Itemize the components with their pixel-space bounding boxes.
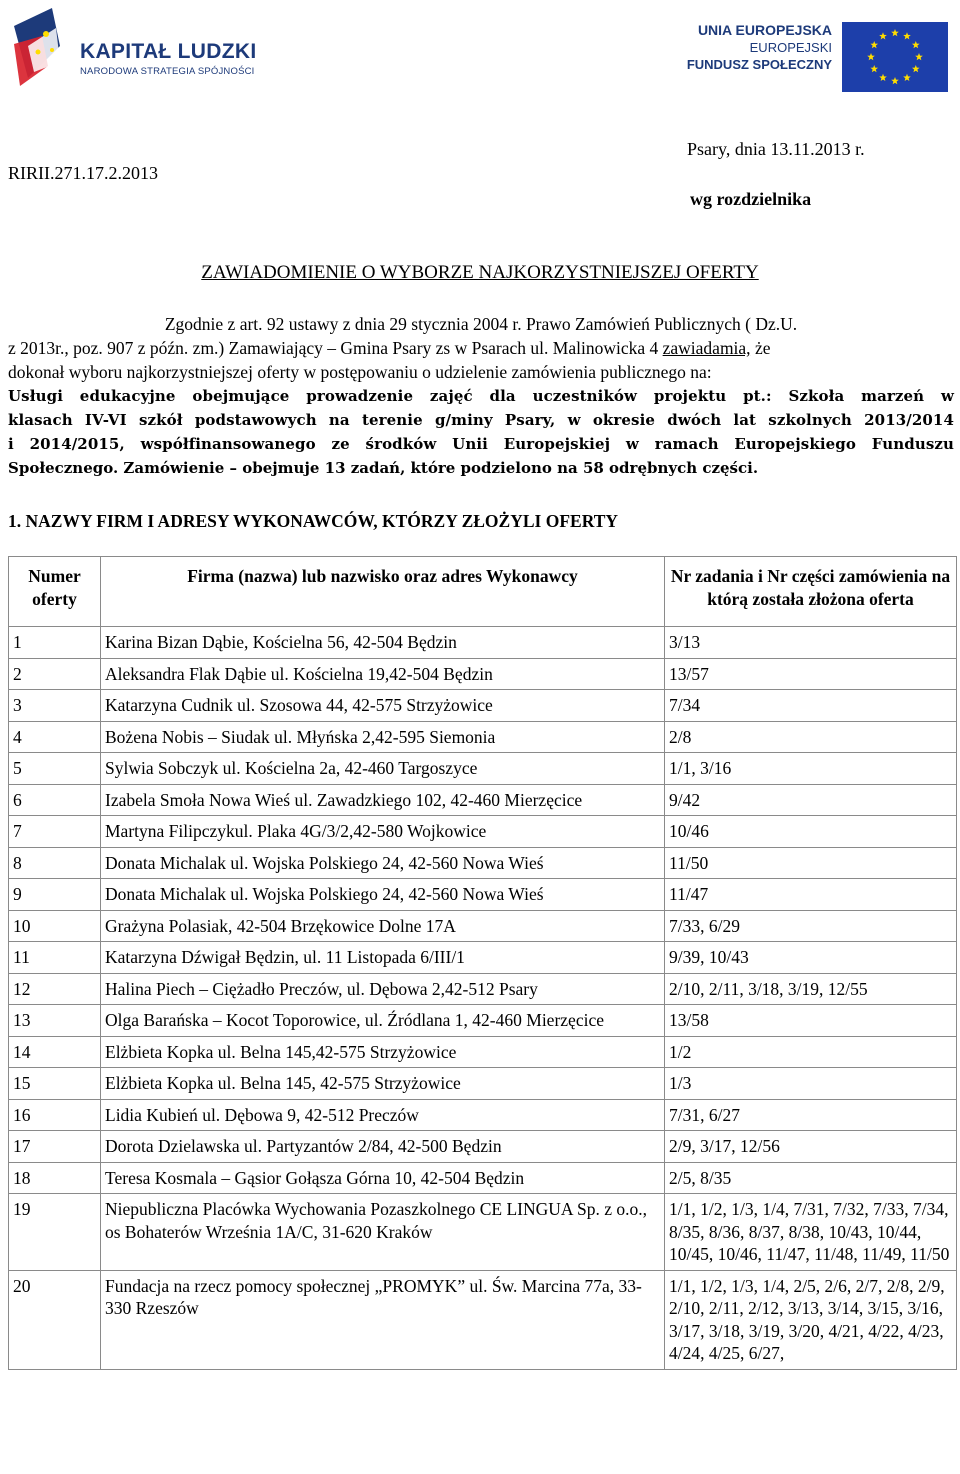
task-part-cell: 1/3	[665, 1068, 957, 1100]
document-body	[8, 312, 954, 480]
contractor-cell: Donata Michalak ul. Wojska Polskiego 24, 42-560 Nowa Wieś	[101, 847, 665, 879]
contractor-cell: Sylwia Sobczyk ul. Kościelna 2a, 42-460 Targoszyce	[101, 753, 665, 785]
offer-number-cell: 11	[9, 942, 101, 974]
eu-flag-icon	[842, 22, 948, 92]
contractor-cell: Katarzyna Dźwigał Będzin, ul. 11 Listopada 6/III/1	[101, 942, 665, 974]
left-logo-title: KAPITAŁ LUDZKI	[80, 40, 257, 63]
task-part-cell: 2/5, 8/35	[665, 1162, 957, 1194]
table-row	[9, 753, 957, 785]
offer-number-cell: 10	[9, 910, 101, 942]
table-row	[9, 721, 957, 753]
contractor-cell: Katarzyna Cudnik ul. Szosowa 44, 42-575 Strzyżowice	[101, 690, 665, 722]
contractor-cell: Aleksandra Flak Dąbie ul. Kościelna 19,42-504 Będzin	[101, 658, 665, 690]
kapital-ludzki-emblem-icon	[8, 6, 68, 90]
offer-number-cell: 20	[9, 1270, 101, 1369]
section-heading: 1. NAZWY FIRM I ADRESY WYKONAWCÓW, KTÓRZY ZŁOŻYLI OFERTY	[8, 511, 619, 531]
table-row	[9, 1068, 957, 1100]
table-row	[9, 910, 957, 942]
task-part-cell: 2/10, 2/11, 3/18, 3/19, 12/55	[665, 973, 957, 1005]
offer-number-cell: 7	[9, 816, 101, 848]
body-line-4: Usługi edukacyjne obejmujące prowadzenie zajęć dla uczestników projektu pt.: Szkoła marzeń w	[8, 387, 954, 405]
offer-number-cell: 15	[9, 1068, 101, 1100]
offer-number-cell: 14	[9, 1036, 101, 1068]
task-part-cell: 1/1, 3/16	[665, 753, 957, 785]
contractor-cell: Bożena Nobis – Siudak ul. Młyńska 2,42-595 Siemonia	[101, 721, 665, 753]
header-offer-number: Numer oferty	[9, 557, 101, 627]
contractor-cell: Dorota Dzielawska ul. Partyzantów 2/84, 42-500 Będzin	[101, 1131, 665, 1163]
table-row	[9, 658, 957, 690]
page-header	[0, 0, 960, 100]
task-part-cell: 2/9, 3/17, 12/56	[665, 1131, 957, 1163]
body-line-6: i 2014/2015, współfinansowanego ze środków Unii Europejskiej w ramach Europejskiego Funduszu	[8, 435, 954, 453]
body-line-2-underlined: zawiadamia,	[662, 338, 751, 358]
contractor-cell: Donata Michalak ul. Wojska Polskiego 24, 42-560 Nowa Wieś	[101, 879, 665, 911]
offer-number-cell: 8	[9, 847, 101, 879]
contractor-cell: Niepubliczna Placówka Wychowania Pozaszkolnego CE LINGUA Sp. z o.o., os Bohaterów Września 1A/C, 31-620 Kraków	[101, 1194, 665, 1271]
task-part-cell: 1/1, 1/2, 1/3, 1/4, 2/5, 2/6, 2/7, 2/8, 2/9, 2/10, 2/11, 2/12, 3/13, 3/14, 3/15, 3/16, 3/17, 3/18, 3/19, 3/20, 4/21, 4/22, 4/23, 4/24, 4/25, 6/27,	[665, 1270, 957, 1369]
contractor-cell: Izabela Smoła Nowa Wieś ul. Zawadzkiego 102, 42-460 Mierzęcice	[101, 784, 665, 816]
eu-logo-line2: EUROPEJSKI	[749, 40, 832, 55]
eu-logo-text	[687, 22, 832, 73]
table-row	[9, 1005, 957, 1037]
kapital-ludzki-logo	[8, 6, 278, 96]
contractor-cell: Halina Piech – Ciężadło Preczów, ul. Dębowa 2,42-512 Psary	[101, 973, 665, 1005]
table-row	[9, 1099, 957, 1131]
body-line-1: Zgodnie z art. 92 ustawy z dnia 29 stycznia 2004 r. Prawo Zamówień Publicznych ( Dz.U.	[164, 314, 798, 334]
header-contractor: Firma (nazwa) lub nazwisko oraz adres Wykonawcy	[101, 557, 665, 627]
offer-number-cell: 2	[9, 658, 101, 690]
table-row	[9, 1270, 957, 1369]
contractor-cell: Fundacja na rzecz pomocy społecznej „PROMYK” ul. Św. Marcina 77a, 33-330 Rzeszów	[101, 1270, 665, 1369]
eu-logo	[680, 10, 954, 85]
header-task-part: Nr zadania i Nr części zamówienia na którą została złożona oferta	[665, 557, 957, 627]
table-row	[9, 973, 957, 1005]
body-line-3: dokonał wyboru najkorzystniejszej oferty w postępowaniu o udzielenie zamówienia publicznego na:	[8, 362, 712, 382]
table-row	[9, 627, 957, 659]
eu-logo-line3: FUNDUSZ SPOŁECZNY	[686, 57, 832, 72]
table-row	[9, 1131, 957, 1163]
task-part-cell: 13/57	[665, 658, 957, 690]
table-row	[9, 690, 957, 722]
offer-number-cell: 16	[9, 1099, 101, 1131]
table-row	[9, 1194, 957, 1271]
offer-number-cell: 17	[9, 1131, 101, 1163]
document-date: Psary, dnia 13.11.2013 r.	[687, 139, 865, 159]
task-part-cell: 7/31, 6/27	[665, 1099, 957, 1131]
table-row	[9, 1036, 957, 1068]
body-line-5: klasach IV-VI szkół podstawowych na terenie g/miny Psary, w okresie dwóch lat szkolnych 2013/2014	[8, 411, 954, 429]
offer-number-cell: 18	[9, 1162, 101, 1194]
table-header-row	[9, 557, 957, 627]
task-part-cell: 11/50	[665, 847, 957, 879]
table-row	[9, 847, 957, 879]
offers-table	[8, 556, 957, 1370]
table-row	[9, 879, 957, 911]
contractor-cell: Martyna Filipczykul. Plaka 4G/3/2,42-580 Wojkowice	[101, 816, 665, 848]
task-part-cell: 10/46	[665, 816, 957, 848]
task-part-cell: 3/13	[665, 627, 957, 659]
table-row	[9, 1162, 957, 1194]
body-line-2b: że	[750, 338, 771, 358]
contractor-cell: Elżbieta Kopka ul. Belna 145,42-575 Strzyżowice	[101, 1036, 665, 1068]
task-part-cell: 11/47	[665, 879, 957, 911]
offer-number-cell: 13	[9, 1005, 101, 1037]
table-row	[9, 784, 957, 816]
left-logo-subtitle: NARODOWA STRATEGIA SPÓJNOŚCI	[80, 66, 255, 77]
task-part-cell: 13/58	[665, 1005, 957, 1037]
task-part-cell: 9/42	[665, 784, 957, 816]
contractor-cell: Karina Bizan Dąbie, Kościelna 56, 42-504 Będzin	[101, 627, 665, 659]
body-line-2a: z 2013r., poz. 907 z późn. zm.) Zamawiający – Gmina Psary zs w Psarach ul. Malinowicka 4	[8, 338, 663, 358]
document-title: ZAWIADOMIENIE O WYBORZE NAJKORZYSTNIEJSZEJ OFERTY	[201, 262, 759, 283]
offer-number-cell: 19	[9, 1194, 101, 1271]
offer-number-cell: 6	[9, 784, 101, 816]
offer-number-cell: 5	[9, 753, 101, 785]
task-part-cell: 1/1, 1/2, 1/3, 1/4, 7/31, 7/32, 7/33, 7/34, 8/35, 8/36, 8/37, 8/38, 10/43, 10/44, 10/45, 10/46, 11/47, 11/48, 11/49, 11/50	[665, 1194, 957, 1271]
table-row	[9, 816, 957, 848]
contractor-cell: Teresa Kosmala – Gąsior Gołąsza Górna 10, 42-504 Będzin	[101, 1162, 665, 1194]
reference-number: RIRII.271.17.2.2013	[8, 163, 158, 183]
contractor-cell: Elżbieta Kopka ul. Belna 145, 42-575 Strzyżowice	[101, 1068, 665, 1100]
offer-number-cell: 1	[9, 627, 101, 659]
contractor-cell: Grażyna Polasiak, 42-504 Brzękowice Dolne 17A	[101, 910, 665, 942]
task-part-cell: 7/34	[665, 690, 957, 722]
eu-logo-line1: UNIA EUROPEJSKA	[697, 22, 832, 38]
offer-number-cell: 4	[9, 721, 101, 753]
task-part-cell: 2/8	[665, 721, 957, 753]
distribution-note: wg rozdzielnika	[690, 189, 812, 209]
offer-number-cell: 12	[9, 973, 101, 1005]
body-line-7: Społecznego. Zamówienie – obejmuje 13 zadań, które podzielono na 58 odrębnych części.	[8, 459, 759, 477]
contractor-cell: Olga Barańska – Kocot Toporowice, ul. Źródlana 1, 42-460 Mierzęcice	[101, 1005, 665, 1037]
offer-number-cell: 3	[9, 690, 101, 722]
contractor-cell: Lidia Kubień ul. Dębowa 9, 42-512 Preczów	[101, 1099, 665, 1131]
body-line-2	[8, 336, 954, 360]
task-part-cell: 7/33, 6/29	[665, 910, 957, 942]
task-part-cell: 1/2	[665, 1036, 957, 1068]
table-row	[9, 942, 957, 974]
offer-number-cell: 9	[9, 879, 101, 911]
task-part-cell: 9/39, 10/43	[665, 942, 957, 974]
